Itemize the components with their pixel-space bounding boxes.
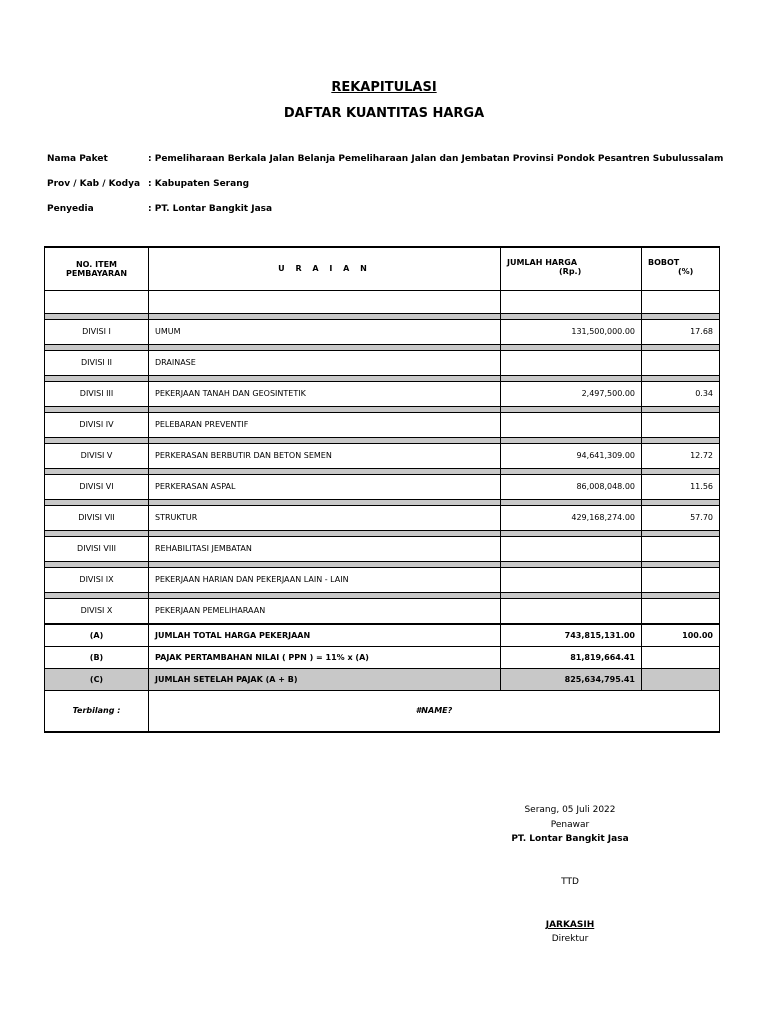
table-header-row bbox=[45, 247, 720, 290]
table-row bbox=[45, 505, 720, 530]
cell-bobot bbox=[642, 536, 720, 561]
header-jumlah-harga bbox=[501, 247, 642, 290]
info-value: : Pemeliharaan Berkala Jalan Belanja Pemeliharaan Jalan dan Jembatan Provinsi Pondok Pesantren Subulussalam bbox=[148, 154, 724, 164]
header-no-line2: PEMBAYARAN bbox=[65, 268, 128, 278]
header-bobot bbox=[642, 247, 720, 290]
cell-jumlah-harga: 86,008,048.00 bbox=[501, 474, 642, 499]
cell-jumlah-harga: 131,500,000.00 bbox=[501, 319, 642, 344]
cell-uraian: UMUM bbox=[149, 319, 501, 344]
rekap-table bbox=[44, 246, 720, 733]
signature-ttd: TTD bbox=[561, 877, 579, 887]
info-label: Prov / Kab / Kodya bbox=[47, 179, 141, 189]
cell-no-item: DIVISI VIII bbox=[45, 536, 149, 561]
info-label: Nama Paket bbox=[47, 154, 108, 164]
cell-uraian: PERKERASAN ASPAL bbox=[149, 474, 501, 499]
cell-no-item: DIVISI X bbox=[45, 598, 149, 624]
cell-jumlah-harga: 94,641,309.00 bbox=[501, 443, 642, 468]
cell-total-code: (A) bbox=[45, 624, 149, 647]
cell-bobot bbox=[642, 567, 720, 592]
table-row bbox=[45, 536, 720, 561]
table-row bbox=[45, 381, 720, 406]
cell-jumlah-harga: 2,497,500.00 bbox=[501, 381, 642, 406]
cell-bobot: 0.34 bbox=[642, 381, 720, 406]
cell-uraian: DRAINASE bbox=[149, 350, 501, 375]
header-no-line1: NO. ITEM bbox=[75, 259, 117, 269]
cell-no-item: DIVISI V bbox=[45, 443, 149, 468]
cell-no-item: DIVISI I bbox=[45, 319, 149, 344]
header-jumlah-line1: JUMLAH HARGA bbox=[507, 258, 578, 267]
total-row bbox=[45, 668, 720, 690]
cell-jumlah-harga bbox=[501, 350, 642, 375]
cell-bobot bbox=[642, 598, 720, 624]
total-row bbox=[45, 624, 720, 647]
cell-bobot: 11.56 bbox=[642, 474, 720, 499]
signature-company: PT. Lontar Bangkit Jasa bbox=[511, 834, 629, 844]
header-no-item bbox=[45, 247, 149, 290]
info-label: Penyedia bbox=[47, 204, 94, 214]
cell-total-jumlah: 81,819,664.41 bbox=[501, 646, 642, 668]
cell-total-label: JUMLAH SETELAH PAJAK (A + B) bbox=[149, 668, 501, 690]
table-row bbox=[45, 443, 720, 468]
table-row bbox=[45, 319, 720, 344]
terbilang-row bbox=[45, 690, 720, 732]
cell-uraian: STRUKTUR bbox=[149, 505, 501, 530]
cell-total-jumlah: 825,634,795.41 bbox=[501, 668, 642, 690]
cell-total-bobot: 100.00 bbox=[642, 624, 720, 647]
cell-bobot bbox=[642, 350, 720, 375]
header-jumlah-line2: (Rp.) bbox=[559, 267, 582, 276]
cell-no-item: DIVISI IX bbox=[45, 567, 149, 592]
cell-uraian: PELEBARAN PREVENTIF bbox=[149, 412, 501, 437]
cell-bobot: 17.68 bbox=[642, 319, 720, 344]
header-bobot-line2: (%) bbox=[678, 267, 694, 276]
table-row-blank bbox=[45, 290, 720, 313]
cell-no-item: DIVISI IV bbox=[45, 412, 149, 437]
document-subtitle: DAFTAR KUANTITAS HARGA bbox=[283, 106, 485, 121]
cell-bobot: 12.72 bbox=[642, 443, 720, 468]
cell-no-item: DIVISI II bbox=[45, 350, 149, 375]
cell-total-bobot bbox=[642, 646, 720, 668]
total-row bbox=[45, 646, 720, 668]
cell-no-item: DIVISI III bbox=[45, 381, 149, 406]
cell-jumlah-harga bbox=[501, 567, 642, 592]
info-value: : PT. Lontar Bangkit Jasa bbox=[148, 204, 273, 214]
terbilang-value: #NAME? bbox=[149, 690, 720, 732]
cell-uraian: PEKERJAAN TANAH DAN GEOSINTETIK bbox=[149, 381, 501, 406]
cell-uraian: PEKERJAAN HARIAN DAN PEKERJAAN LAIN - LAIN bbox=[149, 567, 501, 592]
cell-total-label: JUMLAH TOTAL HARGA PEKERJAAN bbox=[149, 624, 501, 647]
cell-no-item: DIVISI VII bbox=[45, 505, 149, 530]
cell-total-jumlah: 743,815,131.00 bbox=[501, 624, 642, 647]
info-value: : Kabupaten Serang bbox=[148, 179, 250, 189]
table-row bbox=[45, 567, 720, 592]
cell-uraian: REHABILITASI JEMBATAN bbox=[149, 536, 501, 561]
cell-jumlah-harga: 429,168,274.00 bbox=[501, 505, 642, 530]
header-uraian: U R A I A N bbox=[149, 247, 501, 290]
cell-uraian: PEKERJAAN PEMELIHARAAN bbox=[149, 598, 501, 624]
table-row bbox=[45, 598, 720, 624]
signature-position: Direktur bbox=[551, 934, 589, 944]
cell-jumlah-harga bbox=[501, 536, 642, 561]
table-body bbox=[45, 290, 720, 732]
document-title: REKAPITULASI bbox=[331, 80, 437, 95]
cell-uraian: PERKERASAN BERBUTIR DAN BETON SEMEN bbox=[149, 443, 501, 468]
cell-no-item: DIVISI VI bbox=[45, 474, 149, 499]
table-row bbox=[45, 412, 720, 437]
cell-jumlah-harga bbox=[501, 598, 642, 624]
table-row bbox=[45, 350, 720, 375]
table-row bbox=[45, 474, 720, 499]
signature-name: JARKASIH bbox=[545, 920, 595, 930]
cell-bobot bbox=[642, 412, 720, 437]
header-bobot-line1: BOBOT bbox=[648, 258, 680, 267]
cell-total-label: PAJAK PERTAMBAHAN NILAI ( PPN ) = 11% x (A) bbox=[149, 646, 501, 668]
signature-role: Penawar bbox=[550, 820, 590, 830]
cell-bobot: 57.70 bbox=[642, 505, 720, 530]
cell-total-code: (B) bbox=[45, 646, 149, 668]
cell-jumlah-harga bbox=[501, 412, 642, 437]
cell-total-bobot bbox=[642, 668, 720, 690]
signature-place-date: Serang, 05 Juli 2022 bbox=[524, 805, 616, 815]
terbilang-label: Terbilang : bbox=[45, 690, 149, 732]
cell-total-code: (C) bbox=[45, 668, 149, 690]
